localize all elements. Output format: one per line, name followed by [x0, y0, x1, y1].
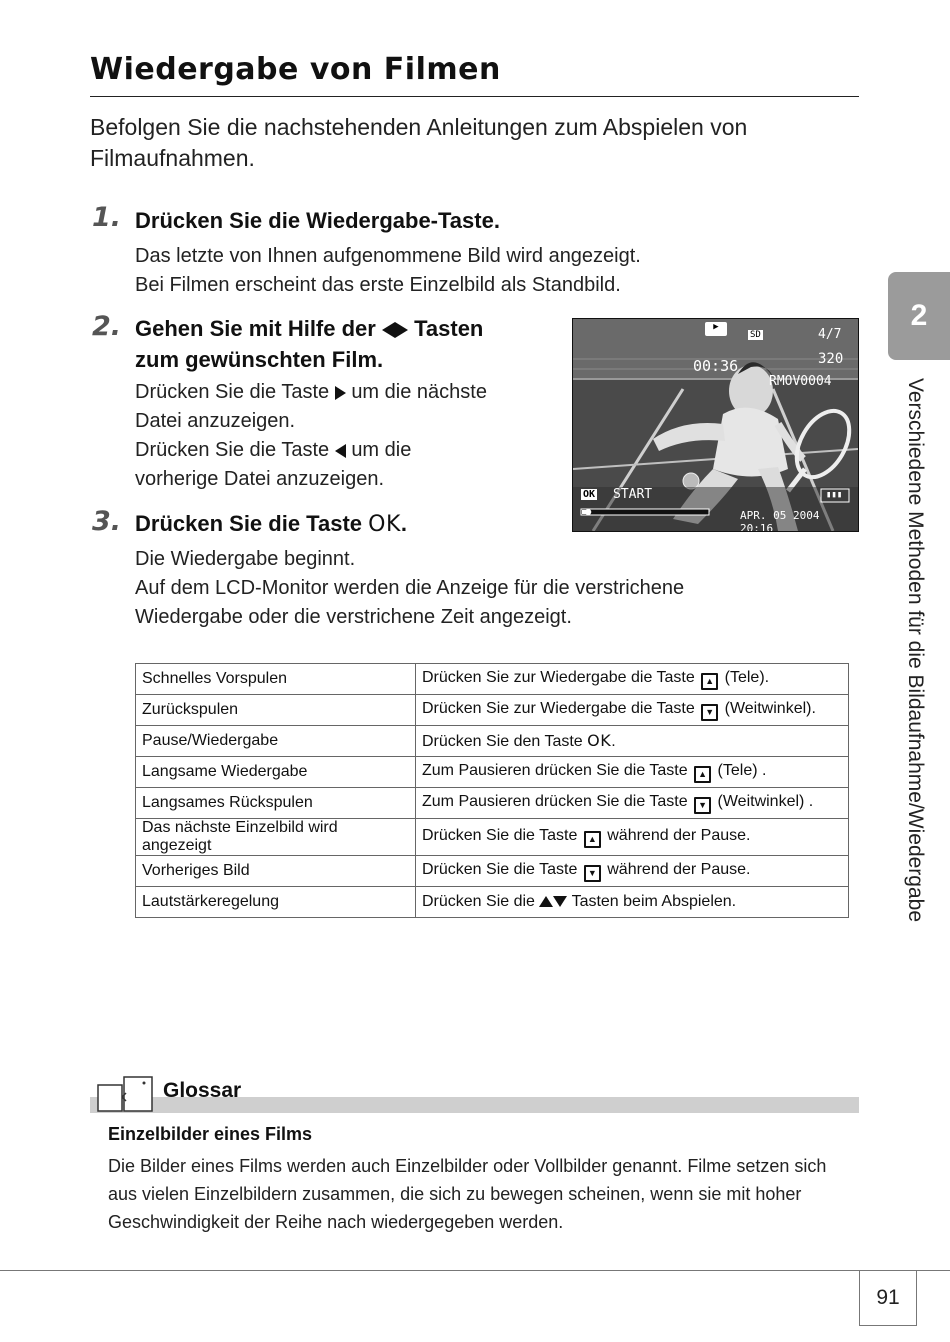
- step-2-heading-c: zum gewünschten Film.: [135, 347, 384, 372]
- step-1-body: [135, 242, 755, 300]
- operation-instruction: [416, 856, 849, 887]
- operation-label: Langsame Wiedergabe: [136, 757, 416, 788]
- glossary-title: Glossar: [163, 1079, 242, 1102]
- instruction-text: Zum Pausieren drücken Sie die Taste: [422, 761, 688, 779]
- step-3-heading-text: Drücken Sie die Taste: [135, 511, 363, 536]
- zoom-wide-icon: ▼: [694, 797, 711, 814]
- operation-instruction: [416, 819, 849, 856]
- step-2-line-2: Datei anzuzeigen.: [135, 410, 296, 432]
- step-2-heading-b: Tasten: [414, 316, 484, 341]
- step-2-line-1b: um die nächste: [351, 381, 487, 403]
- operation-label: Pause/Wiedergabe: [136, 726, 416, 757]
- page-title: Wiedergabe von Filmen: [90, 52, 501, 87]
- step-3-heading: Drücken Sie die Taste OK.: [135, 511, 408, 537]
- instruction-suffix: während der Pause.: [607, 826, 751, 844]
- operation-label: Langsames Rückspulen: [136, 788, 416, 819]
- left-arrow-icon: [382, 322, 395, 338]
- step-2-body: [135, 378, 565, 494]
- battery-icon: ▮▮▮: [826, 490, 843, 500]
- playback-operations-table: [135, 663, 849, 918]
- instruction-suffix: (Weitwinkel) .: [717, 792, 814, 810]
- ok-button-glyph: OK: [368, 512, 401, 537]
- step-1-line-1: Das letzte von Ihnen aufgenommene Bild wird angezeigt.: [135, 245, 641, 267]
- operation-instruction: [416, 887, 849, 918]
- instruction-suffix: (Tele) .: [717, 761, 767, 779]
- operation-label: Schnelles Vorspulen: [136, 664, 416, 695]
- zoom-tele-icon: ▲: [584, 831, 601, 848]
- instruction-suffix: (Tele).: [724, 668, 770, 686]
- zoom-tele-icon: ▲: [694, 766, 711, 783]
- step-3-line-2: Auf dem LCD-Monitor werden die Anzeige für die verstrichene: [135, 577, 685, 599]
- instruction-text: Drücken Sie die: [422, 893, 535, 910]
- step-2-heading-a: Gehen Sie mit Hilfe der: [135, 316, 376, 341]
- instruction-text: Drücken Sie zur Wiedergabe die Taste: [422, 699, 695, 717]
- right-arrow-icon: [335, 386, 346, 400]
- operation-instruction: [416, 695, 849, 726]
- start-label: START: [613, 487, 653, 502]
- quality-badge: SD: [750, 330, 761, 340]
- step-3-line-1: Die Wiedergabe beginnt.: [135, 548, 356, 570]
- intro-text: Befolgen Sie die nachstehenden Anleitungen zum Abspielen von Filmaufnahmen.: [90, 114, 748, 171]
- glossary-book-icon: [96, 1075, 156, 1115]
- table-row: [136, 887, 849, 918]
- operation-instruction: [416, 757, 849, 788]
- ok-button-glyph: OK: [587, 731, 612, 750]
- instruction-text: Drücken Sie die Taste: [422, 860, 578, 878]
- chapter-tab: 2: [888, 272, 950, 360]
- instruction-text: Drücken Sie zur Wiedergabe die Taste: [422, 668, 695, 686]
- title-divider: [90, 96, 859, 97]
- instruction-text: Drücken Sie den Taste: [422, 733, 583, 750]
- step-3-line-3: Wiedergabe oder die verstrichene Zeit angezeigt.: [135, 606, 572, 628]
- step-2-number: 2.: [92, 311, 122, 342]
- table-row: [136, 695, 849, 726]
- glossary-term: Einzelbilder eines Films: [108, 1124, 313, 1144]
- table-row: [136, 788, 849, 819]
- movie-mode-icon: ▶: [713, 322, 719, 332]
- instruction-suffix: Tasten beim Abspielen.: [571, 893, 737, 910]
- down-arrow-icon: [553, 896, 567, 907]
- file-name: RMOV0004: [769, 374, 832, 389]
- step-3-body: [135, 545, 835, 632]
- instruction-suffix: .: [611, 733, 616, 750]
- up-arrow-icon: [539, 896, 553, 907]
- zoom-wide-icon: ▼: [584, 865, 601, 882]
- zoom-tele-icon: ▲: [701, 673, 718, 690]
- footer-divider: [0, 1270, 950, 1271]
- zoom-wide-icon: ▼: [701, 704, 718, 721]
- operation-label: Lautstärkeregelung: [136, 887, 416, 918]
- operation-instruction: [416, 664, 849, 695]
- instruction-text: Zum Pausieren drücken Sie die Taste: [422, 792, 688, 810]
- table-row: [136, 856, 849, 887]
- page-number: 91: [859, 1270, 917, 1326]
- table-row: [136, 819, 849, 856]
- step-2-heading: [135, 313, 565, 375]
- instruction-text: Drücken Sie die Taste: [422, 826, 578, 844]
- table-row: [136, 726, 849, 757]
- operation-instruction: [416, 788, 849, 819]
- left-arrow-icon: [335, 444, 346, 458]
- resolution-label: 320: [818, 351, 844, 367]
- table-row: [136, 757, 849, 788]
- table-row: [136, 664, 849, 695]
- step-1-line-2: Bei Filmen erscheint das erste Einzelbild als Standbild.: [135, 274, 621, 296]
- chapter-side-title: Verschiedene Methoden für die Bildaufnahme/Wiedergabe: [904, 378, 927, 923]
- operation-label: Vorheriges Bild: [136, 856, 416, 887]
- operation-instruction: [416, 726, 849, 757]
- instruction-suffix: während der Pause.: [607, 860, 751, 878]
- step-2-line-1a: Drücken Sie die Taste: [135, 381, 330, 403]
- step-2-heading-line-1: [135, 313, 565, 344]
- ok-badge: OK: [583, 489, 596, 500]
- step-2-line-1: [135, 378, 565, 407]
- elapsed-time: 00:36: [693, 357, 739, 375]
- step-2-line-3a: Drücken Sie die Taste: [135, 439, 330, 461]
- step-2-line-3b: um die: [351, 439, 412, 461]
- step-1-heading: Drücken Sie die Wiedergabe-Taste.: [135, 208, 500, 233]
- glossary-definition: Die Bilder eines Films werden auch Einzelbilder oder Vollbilder genannt. Filme setzen sich aus vielen Einzelbildern zusammen, die sich zu bewegen scheinen, wenn sie mit hoher Geschwindigkeit der Reihe nach wiedergegeben werden.: [108, 1156, 827, 1232]
- instruction-suffix: (Weitwinkel).: [724, 699, 816, 717]
- lcd-screen-illustration: [572, 318, 859, 532]
- step-1-number: 1.: [92, 202, 122, 233]
- date-time: APR. 05 2004 20:16: [740, 509, 820, 532]
- frame-counter: 4/7: [818, 327, 842, 342]
- operation-label: Das nächste Einzelbild wird angezeigt: [136, 819, 416, 856]
- step-2-line-3: [135, 436, 565, 465]
- step-2-line-4: vorherige Datei anzuzeigen.: [135, 468, 385, 490]
- step-3-number: 3.: [92, 506, 122, 537]
- operation-label: Zurückspulen: [136, 695, 416, 726]
- right-arrow-icon: [395, 322, 408, 338]
